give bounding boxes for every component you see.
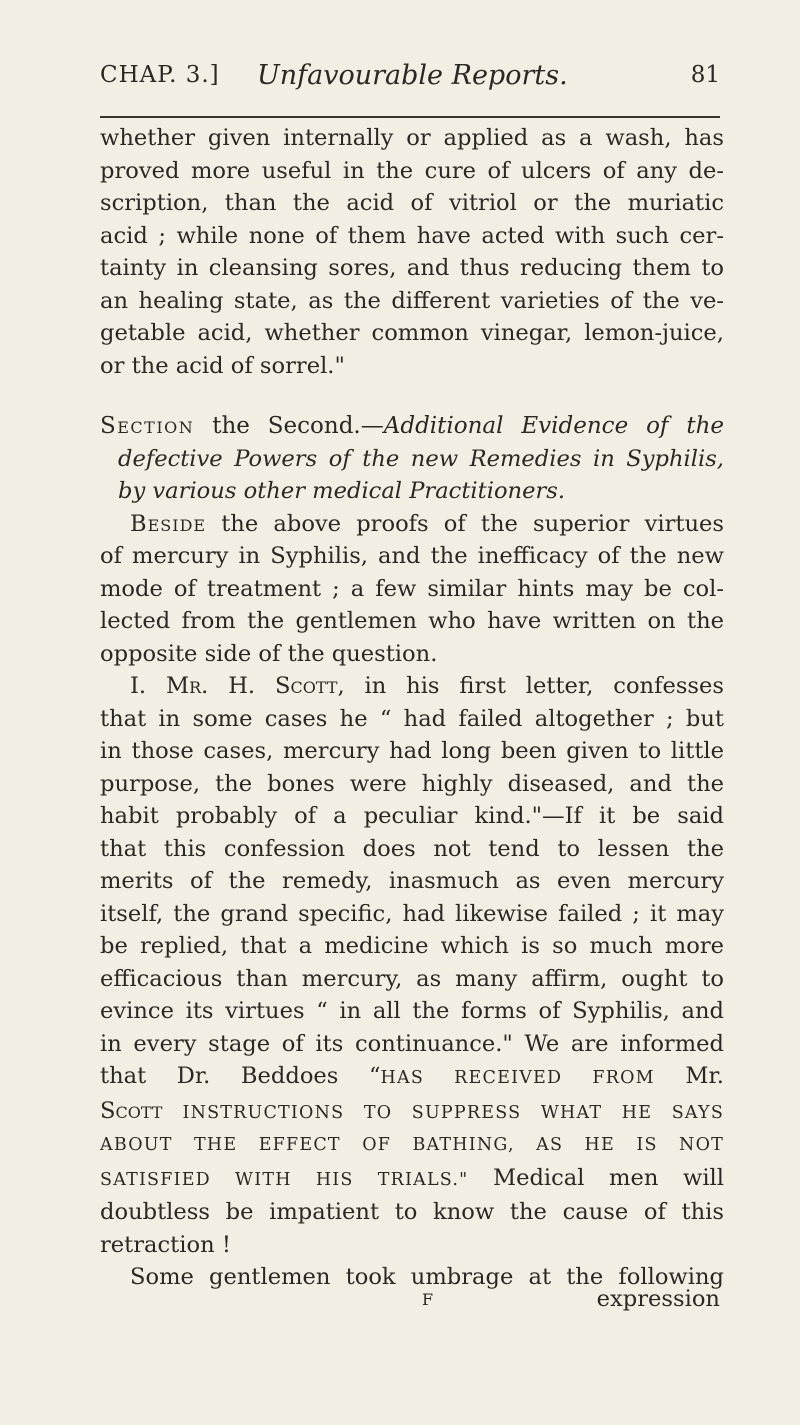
text-line: efficacious than mercury, as many affirm, ought to (100, 965, 724, 992)
text-line: itself, the grand specific, had likewise failed ; it may (100, 900, 724, 927)
text-line (100, 1095, 724, 1130)
text-line: evince its virtues “ in all the forms of Syphilis, and (100, 998, 724, 1024)
text-line: purpose, the bones were highly diseased, and the (100, 770, 724, 797)
section-ordinal: the Second.— (212, 413, 384, 439)
text-line (100, 508, 724, 541)
text-line: retraction ! (100, 1231, 231, 1258)
text-run: that Dr. Beddoes “ (100, 1063, 381, 1089)
section-heading-line: defective Powers of the new Remedies in Syphilis, (118, 445, 724, 472)
text-line: proved more useful in the cure of ulcers of any de- (100, 157, 724, 184)
running-header (100, 62, 720, 102)
item-number: I. (130, 673, 147, 699)
text-line: an healing state, as the different varieties of the ve- (100, 287, 724, 314)
section-heading (100, 410, 724, 508)
person-name: Mr. H. Scott, (165, 673, 345, 699)
section-heading-line: by various other medical Practitioners. (118, 478, 566, 504)
chapter-label: CHAP. 3.] (100, 62, 220, 88)
text-run: Medical men will (492, 1164, 724, 1191)
small-caps-line: ABOUT THE EFFECT OF BATHING, AS HE IS NOT (100, 1135, 724, 1155)
page-footer (100, 1286, 720, 1320)
text-line: mode of treatment ; a few similar hints may be col- (100, 575, 724, 602)
text-line (100, 1162, 724, 1197)
text-line: opposite side of the question. (100, 640, 438, 667)
header-rule (100, 116, 720, 118)
text-run: the above proofs of the superior virtues (206, 510, 724, 537)
small-caps-run: INSTRUCTIONS TO SUPPRESS WHAT HE SAYS (182, 1102, 725, 1123)
text-line: that this confession does not tend to lessen the (100, 835, 724, 862)
text-line: merits of the remedy, inasmuch as even mercury (100, 868, 724, 894)
text-line: Some gentlemen took umbrage at the following (130, 1264, 724, 1290)
spacer (100, 382, 724, 410)
text-line: or the acid of sorrel." (100, 352, 345, 379)
text-line: doubtless be impatient to know the cause of this (100, 1199, 724, 1225)
text-line: scription, than the acid of vitriol or the muriatic (100, 190, 724, 216)
small-caps-run: HAS RECEIVED FROM (380, 1068, 655, 1088)
page-number: 81 (690, 62, 720, 88)
text-line: of mercury in Syphilis, and the inefficacy of the new (100, 543, 724, 569)
small-caps-run: SATISFIED WITH HIS TRIALS." (100, 1169, 469, 1190)
section-label: Section (100, 413, 195, 439)
paragraph-lead: Beside (130, 510, 207, 537)
section-title-1: Additional Evidence of the (383, 413, 725, 439)
text-line: in those cases, mercury had long been given to little (100, 738, 724, 764)
text-line: acid ; while none of them have acted with such cer- (100, 222, 724, 249)
paragraph-1 (100, 122, 724, 382)
person-name: Scott (100, 1097, 163, 1124)
signature-mark: F (422, 1290, 434, 1309)
catchword: expression (596, 1286, 720, 1312)
text-line: lected from the gentlemen who have written on the (100, 608, 724, 634)
text-run: Mr. (685, 1063, 724, 1089)
paragraph-2 (100, 508, 724, 671)
text-line (100, 1060, 724, 1095)
text-line: tainty in cleansing sores, and thus reducing them to (100, 255, 724, 281)
section-heading-line (100, 410, 724, 443)
text-run: in his first letter, confesses (344, 673, 724, 699)
body-text (100, 122, 724, 1294)
text-line: habit probably of a peculiar kind."—If it be said (100, 803, 724, 829)
text-line (100, 670, 724, 703)
text-line: getable acid, whether common vinegar, lemon-juice, (100, 320, 724, 346)
running-title: Unfavourable Reports. (257, 60, 568, 91)
text-line: whether given internally or applied as a wash, has (100, 125, 724, 151)
text-line: in every stage of its continuance." We are informed (100, 1030, 724, 1057)
paragraph-3 (100, 670, 724, 1261)
text-line: be replied, that a medicine which is so much more (100, 933, 724, 959)
text-line: that in some cases he “ had failed altogether ; but (100, 705, 724, 732)
